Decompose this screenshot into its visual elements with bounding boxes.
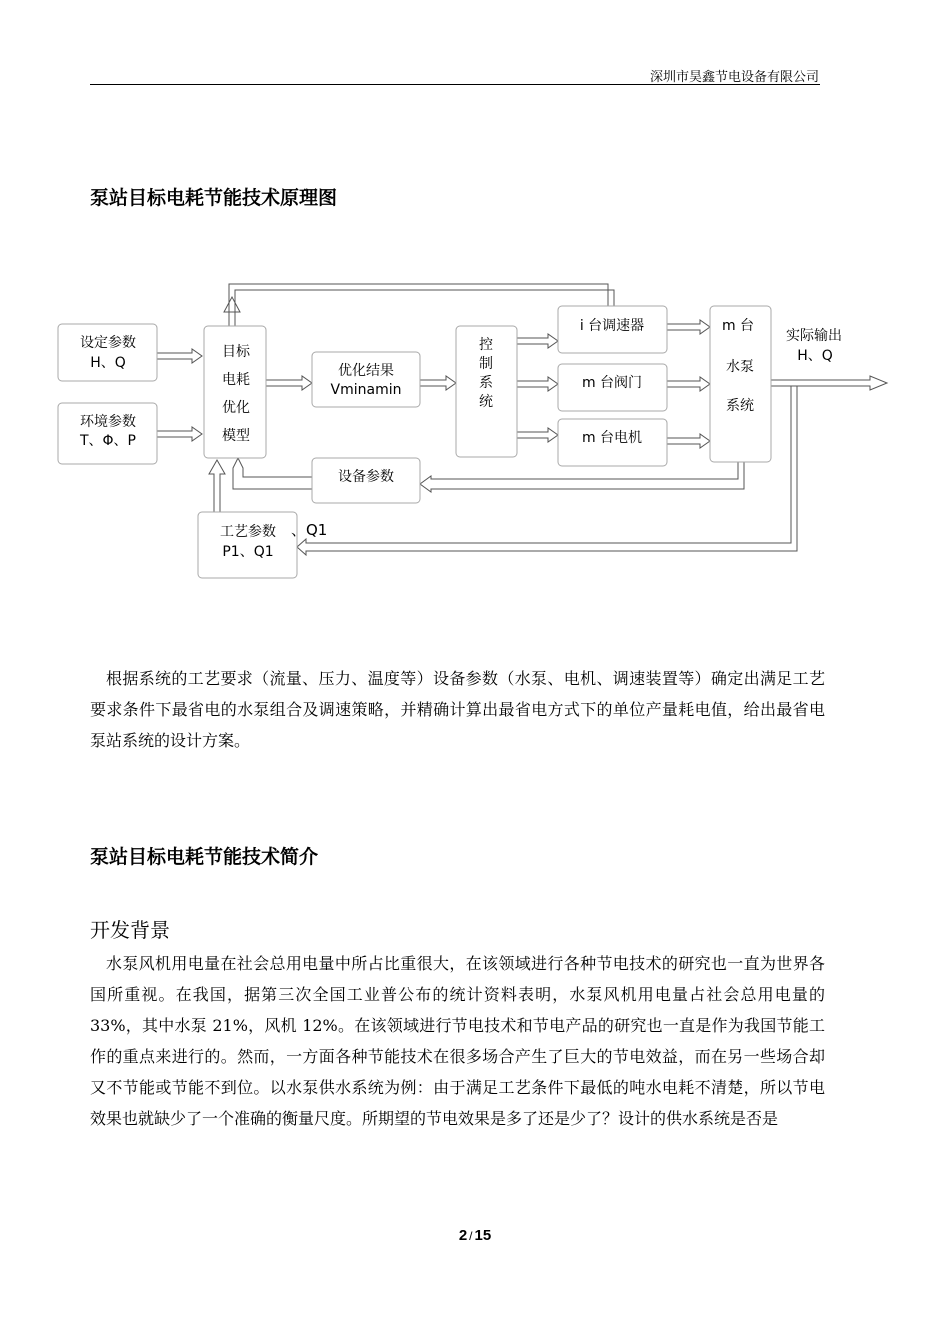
control-to-motor-arrow: [517, 428, 558, 442]
process-params-line2: P1、Q1: [222, 544, 274, 560]
opt-result-line1: 优化结果: [338, 363, 394, 379]
subsection-title-background: 开发背景: [90, 918, 170, 942]
loop-top-arrow: [224, 297, 240, 312]
control-to-speed-arrow: [517, 334, 558, 348]
pump-line2: 水泵: [726, 359, 754, 375]
section-title-intro: 泵站目标电耗节能技术简介: [90, 846, 319, 868]
result-to-control-arrow: [420, 376, 456, 390]
process-to-model-arrow: [209, 460, 225, 512]
env-params-arrow: [157, 427, 202, 441]
control-line1: 控: [479, 337, 493, 353]
motor-to-pump-arrow: [667, 434, 710, 448]
env-params-line2: T、Φ、P: [79, 433, 137, 449]
valve-to-pump-arrow: [667, 377, 710, 391]
paragraph-background: 水泵风机用电量在社会总用电量中所占比重很大，在该领域进行各种节电技术的研究也一直为世界各国所重视。在我国，据第三次全国工业普公布的统计资料表明，水泵风机用电量占社会总用电量的 33%，其中水泵 21%，风机 12%。在该领域进行节电技术和节电产品的研究也一直是作为我国节能工作的重点来进行的。然而，一方面各种节能技术在很多场合产生了巨大的节电效益，而在另一些场合却又不节能或节能不到位。以水泵供水系统为例：由于满足工艺条件下最低的吨水电耗不清楚，所以节电效果也就缺少了一个准确的衡量尺度。所期望的节电效果是多了还是少了？设计的供水系统是否是: [90, 954, 825, 1128]
equip-to-model-arrow: [233, 458, 312, 489]
page-number: [0, 1227, 950, 1244]
set-params-arrow: [157, 349, 202, 363]
page-separator: /: [469, 1229, 473, 1243]
set-params-box: [58, 324, 157, 381]
motor-label: m 台电机: [581, 430, 643, 446]
equip-params-label: 设备参数: [338, 469, 394, 485]
paragraph-principle: 根据系统的工艺要求（流量、压力、温度等）设备参数（水泵、电机、调速装置等）确定出满足工艺要求条件下最省电的水泵组合及调速策略，并精确计算出最省电方式下的单位产量耗电值，给出最省电泵站系统的设计方案。: [90, 669, 825, 750]
header-company-name: 深圳市昊鑫节电设备有限公司: [649, 70, 819, 85]
model-to-result-arrow: [266, 376, 312, 390]
model-line4: 模型: [222, 428, 250, 444]
set-params-line1: 设定参数: [80, 335, 136, 351]
output-line1: 实际输出: [786, 328, 842, 344]
env-params-line1: 环境参数: [80, 414, 136, 430]
pump-line3: 系统: [726, 398, 754, 414]
section-title-diagram: 泵站目标电耗节能技术原理图: [90, 187, 338, 209]
output-arrow: [771, 376, 887, 390]
output-line2: H、Q: [797, 348, 833, 364]
model-line3: 优化: [222, 400, 250, 416]
model-line1: 目标: [222, 344, 250, 360]
model-line2: 电耗: [222, 372, 250, 388]
pump-line1: m 台: [721, 318, 755, 334]
opt-result-line2: Vminamin: [330, 382, 402, 398]
control-line4: 统: [479, 394, 493, 410]
loop-top-pipe: [229, 284, 614, 326]
control-line2: 制: [479, 356, 493, 372]
control-line3: 系: [479, 375, 493, 391]
speed-ctrl-label: i 台调速器: [579, 318, 645, 334]
set-params-line2: H、Q: [90, 355, 126, 371]
page-total: 15: [474, 1227, 492, 1244]
process-params-extra: 、Q1: [291, 521, 328, 539]
speed-to-pump-arrow: [667, 320, 710, 334]
page-current: 2: [458, 1227, 468, 1244]
valve-label: m 台阀门: [581, 375, 643, 391]
header-rule: [90, 84, 820, 85]
energy-principle-diagram: [0, 260, 950, 590]
opt-result-box: [312, 352, 420, 407]
process-params-line1: 工艺参数: [220, 524, 276, 540]
control-to-valve-arrow: [517, 377, 558, 391]
